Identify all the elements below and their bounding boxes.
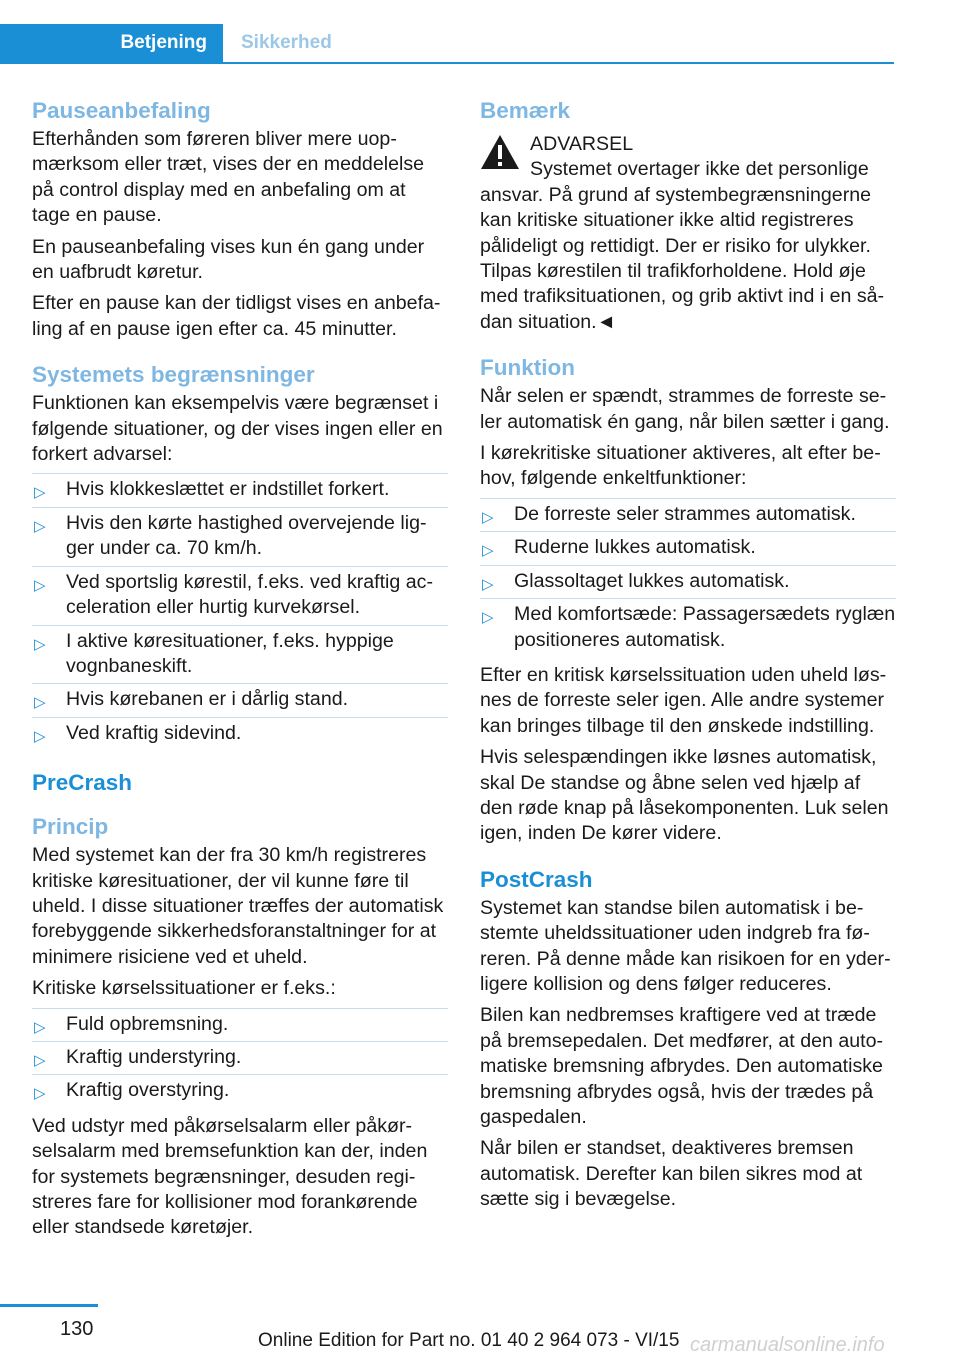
heading-princip: Princip: [32, 814, 109, 840]
paragraph: Funktionen kan eksempelvis være begrænset i følgende situationer, og der vises ingen eller en forkert advarsel:: [32, 392, 443, 466]
bullet-triangle-icon: ▷: [482, 508, 494, 526]
bullet-triangle-icon: ▷: [34, 694, 46, 712]
list-item: [32, 625, 448, 684]
list-item: [32, 683, 448, 716]
list-item: [32, 507, 448, 566]
list-item-text: Med komfortsæde: Passagersædets ryglæn positioneres automatisk.: [514, 603, 896, 651]
paragraph: Efterhånden som føreren bliver mere uopmærksom eller træt, vises der en meddelelse på control display med en anbefaling om at tage en pause.: [32, 128, 425, 227]
heading-funktion: Funktion: [480, 355, 575, 381]
function-list: [480, 498, 896, 657]
list-item-text: I aktive køresituationer, f.eks. hyppige vognbaneskift.: [66, 629, 394, 677]
paragraph: Ved udstyr med påkørselsalarm eller påkørselsalarm med bremsefunktion kan der, inden for systemets begrænsninger, desuden registreres fare for kollisioner mod forankørende eller standsede køretøjer.: [32, 1114, 428, 1239]
bullet-triangle-icon: ▷: [482, 575, 494, 593]
watermark: carmanualsonline.info: [690, 1334, 885, 1356]
bullet-triangle-icon: ▷: [482, 609, 494, 627]
bullet-triangle-icon: ▷: [34, 635, 46, 653]
warning-triangle-icon: [480, 134, 520, 170]
list-item: [32, 566, 448, 625]
list-item-text: Fuld opbremsning.: [66, 1012, 229, 1035]
list-item-text: Ruderne lukkes automatisk.: [514, 536, 756, 559]
heading-postcrash: PostCrash: [480, 866, 593, 892]
list-item: [32, 1041, 448, 1074]
left-column: [32, 96, 448, 1247]
bullet-triangle-icon: ▷: [34, 1085, 46, 1103]
paragraph: Bilen kan nedbremses kraftigere ved at træde på bremsepedalen. Det medfører, at den automatiske bremsning afbrydes. Den automatiske bremsning afbrydes også, hvis der trædes på gaspedalen.: [480, 1004, 883, 1128]
list-item: [32, 1008, 448, 1041]
warning-label: ADVARSEL: [530, 133, 634, 155]
list-item: [480, 498, 896, 531]
warning-box: [480, 132, 896, 183]
list-item: [480, 531, 896, 564]
list-item: [32, 1074, 448, 1107]
list-item-text: Kraftig overstyring.: [66, 1079, 230, 1102]
bullet-triangle-icon: ▷: [34, 727, 46, 745]
paragraph: Når selen er spændt, strammes de forreste seler automatisk én gang, når bilen sætter i gang.: [480, 385, 890, 433]
paragraph: Med systemet kan der fra 30 km/h registreres kritiske køresituationer, der vil kunne føre til uheld. I disse situationer træffes der automatisk forebyggende sikkerhedsforanstaltninger for at minimere risiciene ved et uheld.: [32, 844, 444, 968]
list-item: [480, 598, 896, 657]
critical-situations-list: [32, 1008, 448, 1108]
paragraph: Hvis selespændingen ikke løsnes automatisk, skal De standse og åbne selen ved hjælp af den røde knap på låsekomponenten. Luk selen igen, inden De kører videre.: [480, 746, 889, 845]
bullet-triangle-icon: ▷: [34, 484, 46, 502]
heading-precrash: PreCrash: [32, 770, 133, 796]
paragraph: Systemet kan standse bilen automatisk i bestemte uheldssituationer uden indgreb fra føreren. På denne måde kan risikoen for en yderligere kollision og dens følger reduceres.: [480, 896, 891, 995]
bullet-triangle-icon: ▷: [34, 1018, 46, 1036]
footer-rule: [0, 1304, 98, 1307]
section-tabs: [0, 24, 894, 64]
list-item-text: Hvis kørebanen er i dårlig stand.: [66, 688, 349, 711]
edition-text: Online Edition for Part no. 01 40 2 964 073 - VI/15: [258, 1330, 680, 1351]
heading-bemaerk: Bemærk: [480, 98, 571, 123]
heading-systemets-begraensninger: Systemets begrænsninger: [32, 362, 315, 388]
list-item: [32, 717, 448, 750]
bullet-triangle-icon: ▷: [34, 576, 46, 594]
list-item: [32, 473, 448, 506]
paragraph: En pauseanbefaling vises kun én gang under en uafbrudt køretur.: [32, 235, 425, 284]
heading-pauseanbefaling: Pauseanbefaling: [32, 98, 211, 123]
tab-sikkerhed[interactable]: Sikkerhed: [241, 32, 332, 53]
list-item-text: Hvis klokkeslættet er indstillet forkert.: [66, 478, 390, 501]
right-column: [480, 96, 896, 1219]
paragraph: Kritiske kørselssituationer er f.eks.:: [32, 977, 336, 1000]
list-item-text: Ved sportslig kørestil, f.eks. ved kraftig acceleration eller hurtig kurvekørsel.: [66, 570, 433, 619]
list-item-text: Kraftig understyring.: [66, 1045, 242, 1068]
paragraph: Efter en pause kan der tidligst vises en anbefaling af en pause igen efter ca. 45 minutter.: [32, 292, 441, 340]
paragraph: Når bilen er standset, deaktiveres bremsen automatisk. Derefter kan bilen sikres mod at sætte sig i bevægelse.: [480, 1137, 863, 1211]
list-item-text: De forreste seler strammes automatisk.: [514, 502, 856, 525]
bullet-triangle-icon: ▷: [34, 1051, 46, 1069]
list-item: [480, 565, 896, 598]
limits-list: [32, 473, 448, 750]
list-item-text: Ved kraftig sidevind.: [66, 721, 242, 744]
paragraph: I kørekritiske situationer aktiveres, alt efter behov, følgende enkeltfunktioner:: [480, 442, 881, 490]
paragraph: Efter en kritisk kørselssituation uden uheld løsnes de forreste seler igen. Alle andre systemer kan bringes tilbage til den ønskede indstilling.: [480, 663, 887, 737]
warning-text: ansvar. På grund af systembegrænsningerne kan kritiske situationer ikke altid registreres pålideligt og rettidigt. Der er risiko for ulykker. Tilpas kørestilen til trafikforholdene. Hold øje med trafiksituationen, og grib aktivt ind i en sådan situation.◄: [480, 183, 885, 333]
list-item-text: Glassoltaget lukkes automatisk.: [514, 569, 790, 592]
bullet-triangle-icon: ▷: [482, 542, 494, 560]
page-number: 130: [60, 1318, 94, 1340]
warning-first-line: Systemet overtager ikke det personlige: [530, 158, 869, 181]
bullet-triangle-icon: ▷: [34, 517, 46, 535]
tab-betjening[interactable]: Betjening: [0, 24, 223, 62]
list-item-text: Hvis den kørte hastighed overvejende ligger under ca. 70 km/h.: [66, 511, 427, 560]
